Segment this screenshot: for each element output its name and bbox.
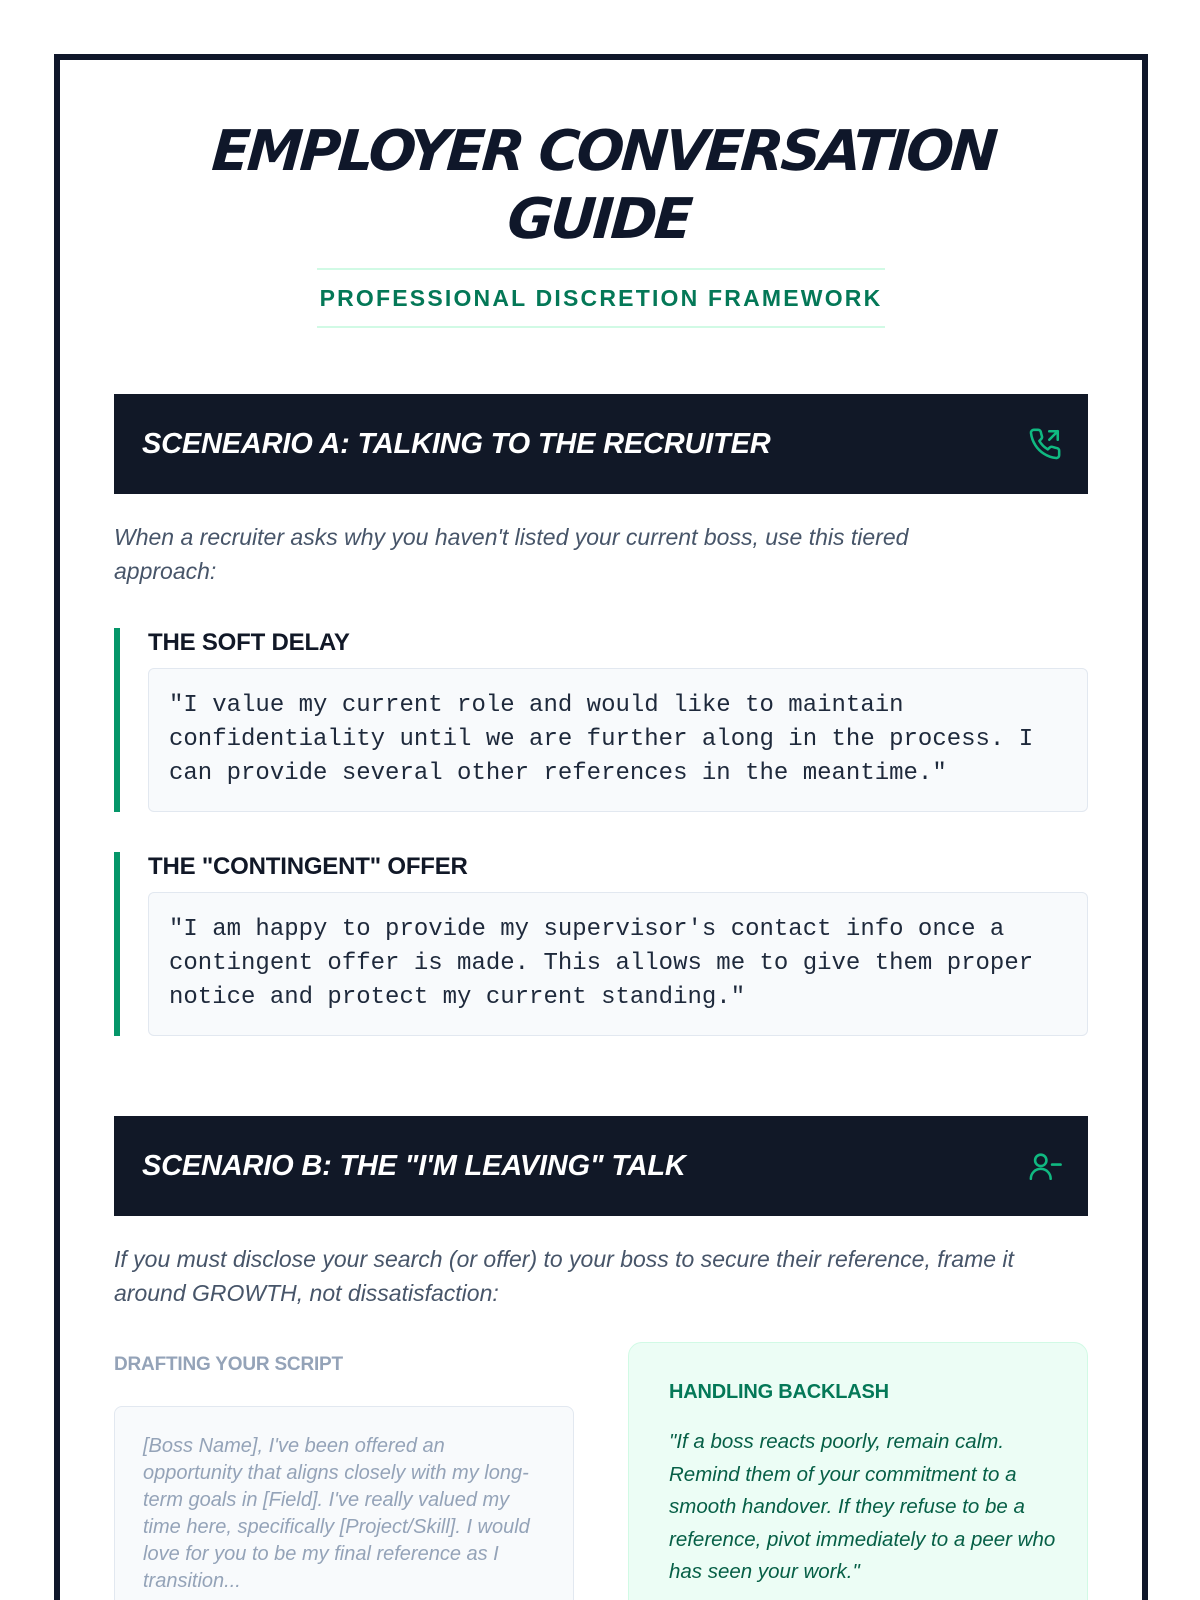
- user-minus-icon: [1028, 1149, 1062, 1183]
- backlash-card: [628, 1342, 1088, 1600]
- page-title-line-1: EMPLOYER CONVERSATION: [209, 119, 998, 184]
- draft-label: DRAFTING YOUR SCRIPT: [114, 1354, 343, 1375]
- tier-quote: "I value my current role and would like to maintain confidentiality until we are further along in the process. I can provide several other references in the meantime.": [148, 668, 1088, 812]
- tier-contingent-offer: [114, 852, 1088, 1036]
- tier-quote: "I am happy to provide my supervisor's contact info once a contingent offer is made. This allows me to give them proper notice and protect my current standing.": [148, 892, 1088, 1036]
- tier-soft-delay: [114, 628, 1088, 812]
- backlash-column: [628, 1342, 1088, 1600]
- backlash-text: "If a boss reacts poorly, remain calm. Remind them of your commitment to a smooth handover. If they refuse to be a reference, pivot immediately to a peer who has seen your work.": [669, 1430, 1056, 1583]
- backlash-heading: HANDLING BACKLASH: [669, 1381, 889, 1403]
- page-content: [114, 60, 1088, 1600]
- page-title: [109, 118, 1093, 254]
- draft-script-input[interactable]: [Boss Name], I've been offered an opportunity that aligns closely with my long-term goals in [Field]. I've really valued my time here, specifically [Project/Skill]. I would love for you to be my final reference as I transition...: [114, 1406, 574, 1600]
- phone-forward-icon: [1028, 427, 1062, 461]
- page-frame: [54, 54, 1148, 1600]
- tier-heading: THE SOFT DELAY: [148, 629, 350, 656]
- scenario-b-columns: [114, 1354, 1088, 1600]
- page-subtitle: PROFESSIONAL DISCRETION FRAMEWORK: [317, 268, 885, 328]
- scenario-b-title: SCENARIO B: THE "I'M LEAVING" TALK: [142, 1149, 686, 1182]
- scenario-a-title: SCENEARIO A: TALKING TO THE RECRUITER: [142, 427, 771, 460]
- draft-column: [114, 1354, 574, 1600]
- subtitle-wrap: [114, 268, 1088, 328]
- scenario-a-intro: When a recruiter asks why you haven't listed your current boss, use this tiered approach:: [114, 524, 909, 584]
- scenario-a-banner: [114, 394, 1088, 494]
- scenario-b-intro: If you must disclose your search (or offer) to your boss to secure their reference, frame it around GROWTH, not dissatisfaction:: [114, 1246, 1014, 1306]
- tier-heading: THE "CONTINGENT" OFFER: [148, 853, 468, 880]
- page-title-line-2: GUIDE: [505, 187, 692, 252]
- scenario-b-banner: [114, 1116, 1088, 1216]
